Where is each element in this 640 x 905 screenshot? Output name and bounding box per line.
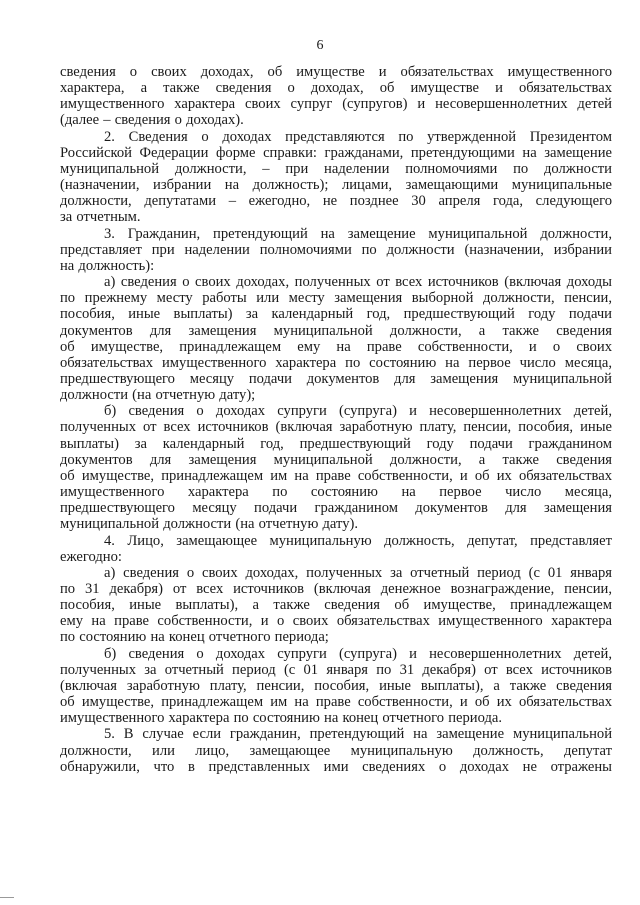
paragraph	[60, 226, 612, 274]
paragraph-line: 4. Лицо, замещающее муниципальную должность, депутат, представляет	[104, 532, 612, 549]
paragraph-line: 2. Сведения о доходах представляются по утвержденной Президентом	[104, 128, 612, 145]
paragraph	[60, 646, 612, 727]
paragraph	[60, 726, 612, 774]
paragraph	[60, 274, 612, 403]
paragraph-line: (включая заработную плату, пенсии, пособия, иные выплаты), а также сведения	[60, 677, 612, 694]
paragraph-line: должности, или лицо, замещающее муниципальную должность, депутат	[60, 742, 612, 759]
paragraph-line: документов для замещения муниципальной должности, а также сведения	[60, 322, 612, 339]
paragraph-line: б) сведения о доходах супруги (супруга) и несовершеннолетних детей,	[104, 403, 612, 420]
paragraph-line: по 31 декабря) от всех источников (включая денежное вознаграждение, пенсии,	[60, 581, 612, 597]
paragraph-line: характера, а также сведения о доходах, об имуществе и обязательствах	[60, 80, 612, 97]
paragraph-line: 3. Гражданин, претендующий на замещение муниципальной должности,	[104, 225, 612, 242]
paragraph-line: предшествующего месяцу подачи гражданином документов для замещения	[60, 500, 612, 517]
paragraph-line: муниципальной должности, – при наделении полномочиями по должности	[60, 160, 612, 177]
paragraph-line: полученных от всех источников (включая заработную плату, пенсии, пособия, иные	[60, 419, 612, 436]
paragraph-line: об имуществе, принадлежащем им на праве собственности, и об их обязательствах	[60, 467, 612, 484]
paragraph-line: выплаты) за календарный год, предшествующий году подачи гражданином	[60, 435, 612, 452]
paragraph	[60, 403, 612, 532]
paragraph	[60, 64, 612, 129]
paragraph-line: за отчетным.	[60, 209, 141, 226]
paragraph-line: 5. В случае если гражданин, претендующий на замещение муниципальной	[104, 726, 612, 743]
paragraph-line: полученных за отчетный период (с 01 января по 31 декабря) от всех источников	[60, 661, 612, 678]
paragraph-line: обнаружили, что в представленных ими сведениях о доходах не отражены	[60, 758, 612, 775]
paragraph-line: обязательствах имущественного характера по состоянию на первое число месяца,	[60, 354, 612, 371]
paragraph-line: ему на праве собственности, и о своих обязательствах имущественного характера	[60, 613, 612, 630]
paragraph-line: муниципальной должности (на отчетную дату).	[60, 516, 359, 533]
paragraph-line: по состоянию на конец отчетного периода;	[60, 629, 329, 646]
paragraph-line: а) сведения о своих доходах, полученных за отчетный период (с 01 января	[104, 564, 612, 581]
paragraph-line: по прежнему месту работы или месту замещения выборной должности, пенсии,	[60, 290, 612, 307]
paragraph-line: пособия, иные выплаты), а также сведения об имуществе, принадлежащем	[60, 597, 612, 614]
paragraph-line: на должность):	[60, 257, 155, 274]
paragraph-line: об имуществе, принадлежащем им на праве собственности, и об их обязательствах	[60, 694, 612, 711]
document-body	[60, 64, 612, 775]
paragraph-line: а) сведения о своих доходах, полученных от всех источников (включая доходы	[104, 274, 612, 291]
paragraph-line: имущественного характера своих супруг (супругов) и несовершеннолетних детей	[60, 96, 612, 113]
page-number: 6	[316, 38, 324, 53]
paragraph-line: документов для замещения муниципальной должности, а также сведения	[60, 451, 612, 468]
paragraph-line: должности, депутатами – ежегодно, не позднее 30 апреля года, следующего	[60, 193, 612, 210]
paragraph-line: об имуществе, принадлежащем ему на праве собственности, и о своих	[60, 338, 612, 355]
paragraph-line: сведения о своих доходах, об имуществе и обязательствах имущественного	[60, 64, 612, 80]
paragraph-line: (далее – сведения о доходах).	[60, 112, 244, 129]
paragraph	[60, 565, 612, 646]
paragraph-line: имущественного характера по состоянию на конец отчетного периода.	[60, 710, 503, 727]
paragraph-line: имущественного характера по состоянию на первое число месяца,	[60, 484, 612, 501]
paragraph-line: представляет при наделении полномочиями по должности (назначении, избрании	[60, 241, 612, 258]
paragraph-line: предшествующего месяцу подачи документов для замещения муниципальной	[60, 370, 612, 387]
paragraph-line: пособия, иные выплаты) за календарный год, предшествующий году подачи	[60, 306, 612, 323]
paragraph-line: б) сведения о доходах супруги (супруга) и несовершеннолетних детей,	[104, 645, 612, 662]
paragraph-line: должности (на отчетную дату);	[60, 387, 256, 404]
paragraph	[60, 533, 612, 565]
paragraph	[60, 129, 612, 226]
paragraph-line: Российской Федерации форме справки: гражданами, претендующими на замещение	[60, 144, 612, 161]
scan-edge-mark	[0, 897, 14, 898]
paragraph-line: (назначении, избрании на должность); лицами, замещающими муниципальные	[60, 177, 612, 194]
paragraph-line: ежегодно:	[60, 548, 122, 565]
